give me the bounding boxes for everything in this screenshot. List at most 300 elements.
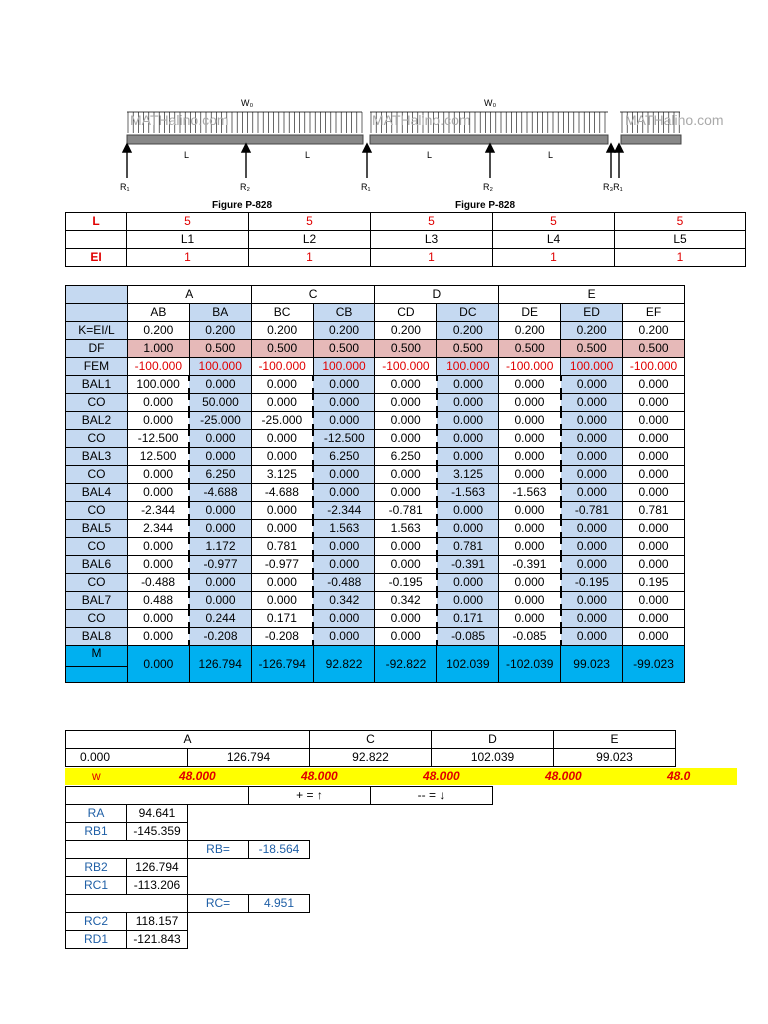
moment-value: 3.125 <box>251 466 313 484</box>
moment-value: 0.000 <box>499 394 561 412</box>
load-value: 48.000 <box>179 769 216 783</box>
joint-label: D <box>375 286 499 304</box>
moment-value: 0.000 <box>623 592 685 610</box>
blank-cell <box>249 805 310 823</box>
moment-value: 0.500 <box>251 340 313 358</box>
reaction-label: RD1 <box>66 931 127 949</box>
moment-value: 0.000 <box>127 628 189 646</box>
distribution-row <box>66 376 685 394</box>
moment-value: -4.688 <box>189 484 251 502</box>
moment-value: 0.000 <box>375 430 437 448</box>
distribution-row <box>66 556 685 574</box>
moment-value: 0.000 <box>189 376 251 394</box>
blank-cell <box>249 931 310 949</box>
reaction-row <box>66 877 310 895</box>
moment-value: 0.000 <box>499 502 561 520</box>
joint-label: C <box>310 731 432 749</box>
spans-row <box>66 231 746 249</box>
moment-value: 0.000 <box>375 412 437 430</box>
moment-value: -0.488 <box>127 574 189 592</box>
joint-label: E <box>554 731 676 749</box>
moment-value: 6.250 <box>313 448 375 466</box>
final-moment-value: 99.023 <box>561 646 623 683</box>
moment-value: 0.200 <box>375 322 437 340</box>
moment-value: 0.000 <box>127 466 189 484</box>
moment-value: 0.000 <box>561 610 623 628</box>
moment-value: 0.000 <box>623 538 685 556</box>
moment-value: 0.200 <box>561 322 623 340</box>
blank-cell <box>188 913 249 931</box>
moment-value: 0.781 <box>623 502 685 520</box>
moment-value: 0.000 <box>251 574 313 592</box>
row-label: CO <box>66 610 128 628</box>
spans-value: L4 <box>493 231 615 249</box>
moment-value: 0.000 <box>561 538 623 556</box>
moment-value: 0.000 <box>127 412 189 430</box>
joint-header-row <box>66 286 685 304</box>
reaction-label-3: R₁ <box>361 182 371 192</box>
moment-value: 0.000 <box>499 520 561 538</box>
moment-value: -0.488 <box>313 574 375 592</box>
moment-value: 6.250 <box>375 448 437 466</box>
moment-value: 0.000 <box>375 538 437 556</box>
blank-cell <box>188 859 249 877</box>
moment-value: 0.000 <box>251 430 313 448</box>
reaction-sum-row <box>66 895 310 913</box>
moment-value: 1.563 <box>313 520 375 538</box>
moment-value: 0.000 <box>499 448 561 466</box>
reaction-value: 94.641 <box>127 805 188 823</box>
reaction-label: RC1 <box>66 877 127 895</box>
moment-value: 0.000 <box>437 520 499 538</box>
moment-value: 0.200 <box>189 322 251 340</box>
member-label: ED <box>561 304 623 322</box>
moment-value: 0.000 <box>561 520 623 538</box>
spans-value: 1 <box>249 249 371 267</box>
reaction-row <box>66 931 310 949</box>
moment-value: 0.000 <box>189 574 251 592</box>
member-header-row <box>66 304 685 322</box>
moment-value: -0.977 <box>251 556 313 574</box>
distribution-row <box>66 502 685 520</box>
row-label: CO <box>66 574 128 592</box>
spans-value: 1 <box>127 249 249 267</box>
moment-value: 0.000 <box>251 448 313 466</box>
reaction-row <box>66 859 310 877</box>
moment-value: -100.000 <box>499 358 561 376</box>
moment-value: 0.000 <box>437 592 499 610</box>
moment-value: 0.000 <box>313 466 375 484</box>
blank-cell <box>188 931 249 949</box>
spans-table <box>65 212 746 267</box>
moment-value: -0.085 <box>499 628 561 646</box>
moment-value: 0.000 <box>499 376 561 394</box>
spans-value: 5 <box>371 213 493 231</box>
joint-label: C <box>251 286 375 304</box>
moment-value: 0.000 <box>623 556 685 574</box>
moment-value: 0.000 <box>499 574 561 592</box>
joint-label: D <box>432 731 554 749</box>
final-moment-label-blank <box>66 667 128 683</box>
moment-value: 0.000 <box>375 466 437 484</box>
reaction-label-4: R₂ <box>483 182 493 192</box>
moment-value: 0.000 <box>561 628 623 646</box>
moment-value: 0.000 <box>127 538 189 556</box>
joint-label: E <box>499 286 685 304</box>
figure-caption-1: Figure P-828 <box>212 200 273 211</box>
load-value: 48.000 <box>301 769 338 783</box>
corner-cell <box>66 286 128 304</box>
sign-convention-row <box>66 787 493 805</box>
final-moment-value: 102.039 <box>437 646 499 683</box>
reaction-sum-value: -18.564 <box>249 841 310 859</box>
load-value: 48.000 <box>545 769 582 783</box>
distribution-row <box>66 538 685 556</box>
moment-value: -0.085 <box>437 628 499 646</box>
sign-down: -- = ↓ <box>371 787 493 805</box>
moment-value: -1.563 <box>437 484 499 502</box>
reaction-joint-row <box>66 731 676 749</box>
row-label: BAL1 <box>66 376 128 394</box>
moment-value: 0.000 <box>623 448 685 466</box>
distribution-row <box>66 322 685 340</box>
spans-value: L5 <box>615 231 746 249</box>
moment-value: 0.000 <box>375 610 437 628</box>
moment-value: 0.000 <box>437 376 499 394</box>
final-moment-value: -126.794 <box>251 646 313 683</box>
spans-value: L3 <box>371 231 493 249</box>
moment-value: 0.000 <box>623 628 685 646</box>
moment-value: 0.000 <box>623 430 685 448</box>
moment-value: -2.344 <box>313 502 375 520</box>
moment-value: -0.781 <box>375 502 437 520</box>
moment-value: 0.000 <box>189 520 251 538</box>
watermark-2: MATHalino.com <box>372 112 471 128</box>
moment-value: 0.000 <box>251 502 313 520</box>
moment-value: 0.000 <box>561 430 623 448</box>
reaction-sum-label: RC= <box>188 895 249 913</box>
blank-cell <box>66 895 188 913</box>
spans-value: 5 <box>615 213 746 231</box>
moment-value: 0.000 <box>313 376 375 394</box>
moment-value: 100.000 <box>313 358 375 376</box>
moment-value: 0.171 <box>251 610 313 628</box>
moment-value: 0.000 <box>561 376 623 394</box>
distribution-row <box>66 484 685 502</box>
row-label: CO <box>66 538 128 556</box>
load-label-2: W₀ <box>484 98 497 108</box>
reactions-header-table <box>65 730 676 767</box>
moment-value: -0.977 <box>189 556 251 574</box>
moment-value: 0.000 <box>499 592 561 610</box>
blank-cell <box>249 823 310 841</box>
reaction-label-5: R₃R₁ <box>603 182 623 192</box>
moment-value: 0.000 <box>437 574 499 592</box>
distribution-row <box>66 448 685 466</box>
moment-value: 0.000 <box>499 610 561 628</box>
blank-cell <box>66 787 249 805</box>
spans-value: 5 <box>127 213 249 231</box>
joint-moment-value: 102.039 <box>432 749 554 767</box>
moment-value: 0.000 <box>375 484 437 502</box>
moment-value: 0.000 <box>623 484 685 502</box>
final-moment-value: 0.000 <box>127 646 189 683</box>
blank-cell <box>66 841 188 859</box>
moment-value: 0.000 <box>313 610 375 628</box>
moment-value: -0.208 <box>189 628 251 646</box>
row-label: BAL4 <box>66 484 128 502</box>
moment-value: 0.171 <box>437 610 499 628</box>
row-label: CO <box>66 466 128 484</box>
reaction-label-1: R₁ <box>120 182 130 192</box>
moment-value: 100.000 <box>437 358 499 376</box>
distribution-row <box>66 520 685 538</box>
moment-value: 0.200 <box>251 322 313 340</box>
beam-figure <box>0 0 768 215</box>
distribution-row <box>66 574 685 592</box>
row-label: CO <box>66 394 128 412</box>
moment-value: 0.000 <box>375 376 437 394</box>
member-label: AB <box>127 304 189 322</box>
moment-value: 1.000 <box>127 340 189 358</box>
final-moment-value: -99.023 <box>623 646 685 683</box>
distribution-row <box>66 340 685 358</box>
spans-value: 1 <box>371 249 493 267</box>
final-moment-label: M <box>66 646 128 667</box>
moment-value: -2.344 <box>127 502 189 520</box>
moment-value: 0.200 <box>499 322 561 340</box>
span-label-2: L <box>305 150 311 160</box>
reaction-value: -113.206 <box>127 877 188 895</box>
moment-value: 0.000 <box>251 376 313 394</box>
moment-value: 0.000 <box>437 448 499 466</box>
moment-value: 0.000 <box>623 520 685 538</box>
moment-value: 0.500 <box>189 340 251 358</box>
moment-value: 0.000 <box>189 430 251 448</box>
blank-cell <box>188 877 249 895</box>
spans-value: 5 <box>493 213 615 231</box>
moment-value: 0.000 <box>561 592 623 610</box>
beam-segment-1 <box>127 135 363 144</box>
joint-label: A <box>127 286 251 304</box>
spans-value: L1 <box>127 231 249 249</box>
distribution-row <box>66 394 685 412</box>
moment-value: 0.000 <box>437 412 499 430</box>
final-moment-value: 92.822 <box>313 646 375 683</box>
final-moment-row <box>66 646 685 667</box>
moment-value: 100.000 <box>127 376 189 394</box>
row-label: DF <box>66 340 128 358</box>
moment-value: 0.200 <box>313 322 375 340</box>
row-label: BAL6 <box>66 556 128 574</box>
spans-value: 1 <box>493 249 615 267</box>
final-moment-value: -102.039 <box>499 646 561 683</box>
moment-value: 0.000 <box>313 538 375 556</box>
reaction-value: 118.157 <box>127 913 188 931</box>
joint-moment-value: 0.000 <box>66 749 188 767</box>
beam-diagram <box>0 0 768 215</box>
load-value: 48.000 <box>423 769 460 783</box>
moment-value: 0.342 <box>375 592 437 610</box>
moment-value: 0.500 <box>499 340 561 358</box>
load-label: w <box>92 769 101 783</box>
row-label: CO <box>66 430 128 448</box>
reaction-value: -121.843 <box>127 931 188 949</box>
member-label: EF <box>623 304 685 322</box>
distribution-row <box>66 628 685 646</box>
blank-cell <box>249 877 310 895</box>
moment-value: 1.172 <box>189 538 251 556</box>
moment-value: 0.500 <box>313 340 375 358</box>
reaction-sum-value: 4.951 <box>249 895 310 913</box>
moment-value: 0.781 <box>251 538 313 556</box>
reaction-row <box>66 913 310 931</box>
row-label: FEM <box>66 358 128 376</box>
moment-table-clip <box>0 285 676 695</box>
moment-value: 0.000 <box>251 394 313 412</box>
reaction-label-2: R₂ <box>240 182 250 192</box>
reaction-label: RB2 <box>66 859 127 877</box>
spans-row <box>66 213 746 231</box>
joint-moment-value: 126.794 <box>188 749 310 767</box>
moment-value: 12.500 <box>127 448 189 466</box>
moment-value: -25.000 <box>251 412 313 430</box>
member-label: BC <box>251 304 313 322</box>
beam-segment-3 <box>621 135 681 144</box>
moment-distribution-table <box>65 285 685 683</box>
row-label: BAL3 <box>66 448 128 466</box>
reaction-label: RC2 <box>66 913 127 931</box>
sign-convention-table <box>65 786 493 805</box>
moment-value: -0.195 <box>561 574 623 592</box>
reaction-label: RA <box>66 805 127 823</box>
moment-value: 0.000 <box>499 466 561 484</box>
reaction-moment-row <box>66 749 676 767</box>
spans-row <box>66 249 746 267</box>
moment-value: 0.000 <box>127 484 189 502</box>
moment-value: -100.000 <box>251 358 313 376</box>
blank-cell <box>188 823 249 841</box>
distribution-row <box>66 610 685 628</box>
moment-value: 0.000 <box>189 448 251 466</box>
blank-cell <box>249 859 310 877</box>
moment-value: -12.500 <box>127 430 189 448</box>
moment-value: 0.244 <box>189 610 251 628</box>
moment-value: 0.500 <box>623 340 685 358</box>
moment-value: 0.000 <box>189 592 251 610</box>
moment-value: 0.488 <box>127 592 189 610</box>
reaction-label: RB1 <box>66 823 127 841</box>
distribution-row <box>66 592 685 610</box>
moment-value: 0.000 <box>375 556 437 574</box>
moment-value: 0.000 <box>561 394 623 412</box>
moment-value: 0.000 <box>623 466 685 484</box>
load-row <box>65 768 737 785</box>
moment-value: 0.200 <box>127 322 189 340</box>
distribution-row <box>66 358 685 376</box>
moment-value: 0.200 <box>437 322 499 340</box>
moment-value: 3.125 <box>437 466 499 484</box>
member-label: DC <box>437 304 499 322</box>
moment-value: 0.500 <box>437 340 499 358</box>
moment-value: 0.000 <box>623 394 685 412</box>
reaction-value: -145.359 <box>127 823 188 841</box>
moment-value: -0.391 <box>499 556 561 574</box>
blank-cell <box>188 805 249 823</box>
row-label: BAL8 <box>66 628 128 646</box>
moment-value: 0.000 <box>437 502 499 520</box>
spans-row-label <box>66 231 127 249</box>
watermark-3: MATHalino.com <box>625 112 724 128</box>
final-moment-value: 126.794 <box>189 646 251 683</box>
moment-value: 0.000 <box>561 484 623 502</box>
row-label: BAL2 <box>66 412 128 430</box>
load-value: 48.0 <box>667 769 691 783</box>
spans-value: 5 <box>249 213 371 231</box>
row-label: CO <box>66 502 128 520</box>
moment-value: 0.342 <box>313 592 375 610</box>
moment-value: 0.500 <box>561 340 623 358</box>
moment-value: 0.000 <box>313 394 375 412</box>
reaction-row <box>66 823 310 841</box>
moment-value: 0.000 <box>313 484 375 502</box>
moment-value: 0.000 <box>499 412 561 430</box>
load-label-1: W₀ <box>241 98 254 108</box>
moment-value: 0.781 <box>437 538 499 556</box>
blank-cell <box>249 913 310 931</box>
moment-value: 0.000 <box>561 448 623 466</box>
row-label: BAL5 <box>66 520 128 538</box>
moment-value: 0.000 <box>623 376 685 394</box>
moment-value: -25.000 <box>189 412 251 430</box>
moment-value: -4.688 <box>251 484 313 502</box>
sign-up: + = ↑ <box>249 787 371 805</box>
moment-value: -0.208 <box>251 628 313 646</box>
final-moment-value: -92.822 <box>375 646 437 683</box>
spans-table-clip <box>0 212 687 272</box>
member-label: DE <box>499 304 561 322</box>
moment-value: 0.000 <box>375 628 437 646</box>
spans-row-label: EI <box>66 249 127 267</box>
reaction-sum-label: RB= <box>188 841 249 859</box>
moment-value: 0.000 <box>623 412 685 430</box>
joint-moment-value: 99.023 <box>554 749 676 767</box>
spans-row-label: L <box>66 213 127 231</box>
moment-value: -100.000 <box>623 358 685 376</box>
distribution-row <box>66 430 685 448</box>
moment-value: 0.000 <box>251 592 313 610</box>
moment-value: 0.000 <box>561 556 623 574</box>
moment-value: 6.250 <box>189 466 251 484</box>
moment-value: -100.000 <box>127 358 189 376</box>
beam-segment-2 <box>370 135 608 144</box>
member-label: BA <box>189 304 251 322</box>
moment-value: -100.000 <box>375 358 437 376</box>
moment-value: 0.000 <box>127 556 189 574</box>
moment-value: 0.000 <box>313 556 375 574</box>
moment-value: 0.000 <box>437 430 499 448</box>
moment-value: -12.500 <box>313 430 375 448</box>
row-label: BAL7 <box>66 592 128 610</box>
moment-value: 100.000 <box>189 358 251 376</box>
reaction-sum-row <box>66 841 310 859</box>
spans-value: 1 <box>615 249 746 267</box>
reaction-value: 126.794 <box>127 859 188 877</box>
moment-value: 0.000 <box>623 610 685 628</box>
moment-value: 0.000 <box>437 394 499 412</box>
reaction-row <box>66 805 310 823</box>
moment-value: 0.500 <box>375 340 437 358</box>
